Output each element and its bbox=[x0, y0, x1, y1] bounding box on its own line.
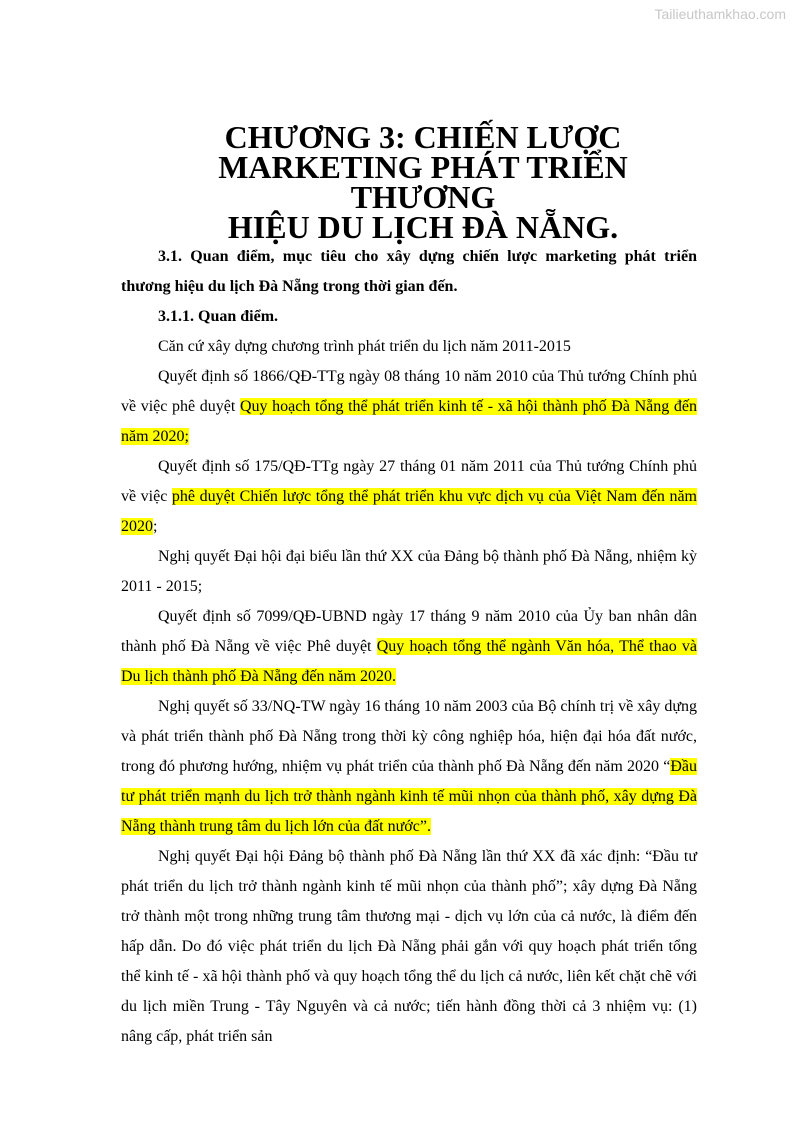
paragraph-6 bbox=[121, 692, 697, 842]
paragraph-5-text: Quyết định số 7099/QĐ-UBND ngày 17 tháng 9 năm 2010 của Ủy ban nhân dân thành phố Đà Nẵng về việc Phê duyệt bbox=[121, 608, 697, 655]
paragraph-6-text: Nghị quyết số 33/NQ-TW ngày 16 tháng 10 năm 2003 của Bộ chính trị về xây dựng và phát triển thành phố Đà Nẵng trong thời kỳ công nghiệp hóa, hiện đại hóa đất nước, trong đó phương hướng, nhiệm vụ phát triển của thành phố Đà Nẵng đến năm 2020 “ bbox=[121, 698, 697, 775]
paragraph-3-end: ; bbox=[153, 518, 158, 535]
paragraph-7: Nghị quyết Đại hội Đảng bộ thành phố Đà Nẵng lần thứ XX đã xác định: “Đầu tư phát triển du lịch trở thành ngành kinh tế mũi nhọn của thành phố”; xây dựng Đà Nẵng trở thành một trong những trung tâm thương mại - dịch vụ lớn của cả nước, là điểm đến hấp dẫn. Do đó việc phát triển du lịch Đà Nẵng phải gắn với quy hoạch phát triển tổng thể kinh tế - xã hội thành phố và quy hoạch tổng thể du lịch cả nước, liên kết chặt chẽ với du lịch miền Trung - Tây Nguyên và cả nước; tiến hành đồng thời cả 3 nhiệm vụ: (1) nâng cấp, phát triển sản bbox=[121, 848, 697, 1045]
chapter-title-line2: HIỆU DU LỊCH ĐÀ NẴNG. bbox=[227, 209, 619, 245]
paragraph-6-highlight: Đầu tư phát triển mạnh du lịch trở thành ngành kinh tế mũi nhọn của thành phố, xây dựng Đà Nẵng thành trung tâm du lịch lớn của đất nước”. bbox=[121, 758, 697, 835]
paragraph-5 bbox=[121, 602, 697, 692]
chapter-title-line1: CHƯƠNG 3: CHIẾN LƯỢC MARKETING PHÁT TRIỂN THƯƠNG bbox=[218, 119, 628, 215]
paragraph-3-highlight: phê duyệt Chiến lược tổng thể phát triển khu vực dịch vụ của Việt Nam đến năm 2020 bbox=[121, 488, 697, 535]
paragraph-2-highlight: Quy hoạch tổng thể phát triển kinh tế - xã hội thành phố Đà Nẵng đến năm 2020; bbox=[121, 398, 697, 445]
paragraph-2-text: Quyết định số 1866/QĐ-TTg ngày 08 tháng 10 năm 2010 của Thủ tướng Chính phủ về việc phê duyệt bbox=[121, 368, 697, 415]
chapter-title bbox=[121, 119, 697, 245]
section-heading: 3.1. Quan điểm, mục tiêu cho xây dựng chiến lược marketing phát triển thương hiệu du lịch Đà Nẵng trong thời gian đến. bbox=[121, 248, 697, 295]
subsection-heading: 3.1.1. Quan điểm. bbox=[158, 308, 279, 325]
paragraph-1: Căn cứ xây dựng chương trình phát triển du lịch năm 2011-2015 bbox=[158, 338, 571, 355]
paragraph-2 bbox=[121, 362, 697, 452]
paragraph-3-text: Quyết định số 175/QĐ-TTg ngày 27 tháng 01 năm 2011 của Thủ tướng Chính phủ về việc bbox=[121, 458, 697, 505]
watermark: Tailieuthamkhao.com bbox=[654, 6, 786, 22]
paragraph-5-highlight: Quy hoạch tổng thể ngành Văn hóa, Thể thao và Du lịch thành phố Đà Nẵng đến năm 2020. bbox=[121, 638, 697, 685]
paragraph-4: Nghị quyết Đại hội đại biểu lần thứ XX của Đảng bộ thành phố Đà Nẵng, nhiệm kỳ 2011 - 2015; bbox=[121, 548, 697, 595]
document-body bbox=[121, 119, 697, 1052]
paragraph-3 bbox=[121, 452, 697, 542]
